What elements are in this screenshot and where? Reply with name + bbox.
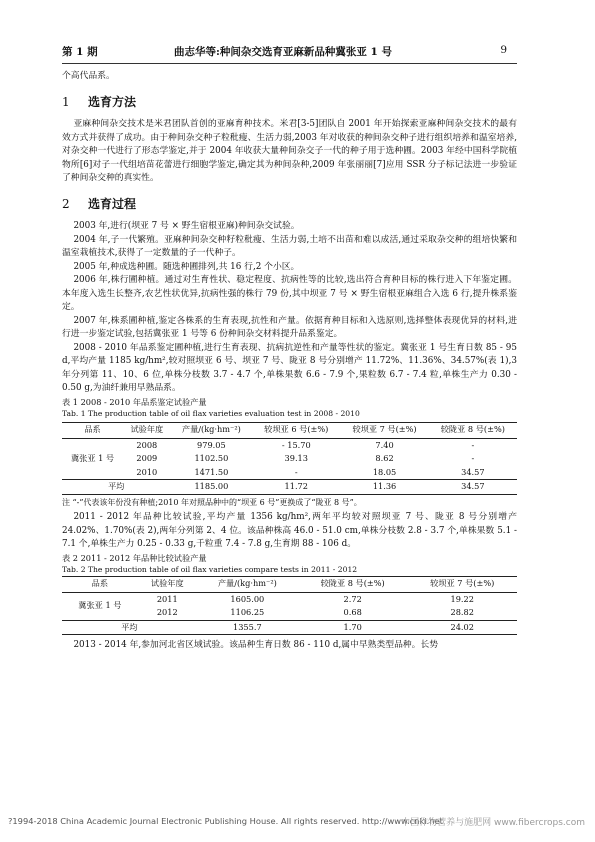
- main-text: [62, 70, 517, 653]
- table-header-cell: 试验年度: [123, 422, 171, 438]
- variety-cell: 冀张亚 1 号: [78, 600, 122, 611]
- table-header-cell: 较陇亚 8 号(±%): [429, 422, 517, 438]
- table-header-cell: 较陇亚 8 号(±%): [298, 576, 408, 592]
- table-row: [62, 438, 517, 452]
- section-2-heading: [62, 198, 517, 212]
- table-cell: 11.72: [252, 480, 340, 495]
- table-cell: 979.05: [197, 439, 226, 450]
- table-cell: 1102.50: [194, 453, 229, 463]
- table-1-caption-en: Tab. 1 The production table of oil flax varieties evaluation test in 2008 - 2010: [62, 408, 360, 418]
- table-cell: -: [471, 439, 475, 450]
- intro-tail: 个高代品系。: [62, 71, 115, 81]
- paragraph-2013-2014: 2013 - 2014 年,参加河北省区域试验。该品种生育日数 86 - 110 d,属中早熟类型品种。长势: [73, 640, 439, 650]
- page-number: 9: [500, 44, 507, 56]
- table-cell: 34.57: [429, 480, 517, 495]
- table-cell: 2008: [136, 439, 158, 450]
- copyright-footer: ?1994-2018 China Academic Journal Electronic Publishing House. All rights reserved. http://www.cnki.net: [8, 816, 443, 826]
- table-cell: 平均: [62, 620, 197, 635]
- table-cell: 2011: [156, 593, 178, 604]
- table-cell: 28.82: [450, 607, 474, 617]
- section-title: 选育过程: [88, 196, 137, 211]
- table-cell: 2010: [136, 466, 158, 477]
- variety-cell: 冀张亚 1 号: [70, 453, 115, 463]
- table-average-row: [62, 480, 517, 495]
- section-1-paragraph: 亚麻种间杂交技术是米君团队首创的亚麻育种技术。米君[3-5]团队自 2001 年开始探索亚麻种间杂交技术的最有效方式并获得了成功。由于种间杂交种子粒秕瘦、生活力弱,2003 年对收获的种间杂交种子进行组织培养和温室培养,对杂交种一代进行了形态学鉴定,并于 2004 年收获大量种间杂交子一代的种子用于选种圃。2003 年经中国科学院植物所[6]对子一代组培苗花蕾进行细胞学鉴定,确定其为种间杂种,2009 年张丽丽[7]应用 SSR 分子标记法进一步验证了种间杂交种的真实性。: [62, 119, 517, 183]
- table-cell: 7.40: [375, 439, 394, 450]
- table-header-cell: 品系: [62, 422, 123, 438]
- watermark: 中国作物营养与施肥网 www.fibercrops.com: [401, 818, 585, 828]
- paragraph-2003: 2003 年,进行(坝亚 7 号 × 野生宿根亚麻)种间杂交试验。: [73, 221, 300, 231]
- section-number: 1: [62, 94, 70, 109]
- table-header-cell: 产量/(kg·hm⁻²): [197, 576, 298, 592]
- section-1-heading: [62, 96, 517, 110]
- table-row: [62, 466, 517, 480]
- table-cell: 11.36: [340, 480, 428, 495]
- section-title: 选育方法: [88, 94, 137, 109]
- table-cell: 2009: [136, 453, 158, 463]
- paragraph-2008-2010: 2008 - 2010 年品系鉴定圃种植,进行生育表现、抗病抗逆性和产量等性状的鉴定。冀张亚 1 号生育日数 85 - 95 d,平均产量 1185 kg/hm²,较对照坝亚 6 号、坝亚 7 号、陇亚 8 号分别增产 11.72%、11.36%、34.57%(表 1),3 年分列第 11、10、6 位,单株分枝数 3.7 - 4.7 个,单株果数 6.6 - 7.9 个,果粒数 6.7 - 7.4 粒,单株生产力 0.30 - 0.50 g,为油纤兼用早熟品系。: [62, 342, 517, 393]
- table-cell: 平均: [62, 480, 171, 495]
- paragraph-2007: 2007 年,株系圃种植,鉴定各株系的生育表现,抗性和产量。依据育种目标和入选原则,选择整体表现优异的材料,进行进一步鉴定试验,包括冀张亚 1 号等 6 份种间杂交材料提升品系鉴定。: [62, 315, 517, 339]
- table-cell: 1185.00: [171, 480, 253, 495]
- table-average-row: [62, 620, 517, 635]
- table-cell: 1471.50: [194, 466, 229, 477]
- table-header-cell: 产量/(kg·hm⁻²): [171, 422, 253, 438]
- table-cell: 18.05: [372, 466, 397, 477]
- table-cell: - 15.70: [281, 439, 311, 450]
- table-header-cell: 品系: [62, 576, 138, 592]
- table-cell: 2012: [156, 607, 178, 617]
- table-header-cell: 较坝亚 7 号(±%): [407, 576, 517, 592]
- header-rule: [62, 63, 517, 64]
- table-cell: -: [471, 453, 475, 463]
- table-cell: 1355.7: [197, 620, 298, 635]
- table-2-caption-en: Tab. 2 The production table of oil flax varieties compare tests in 2011 - 2012: [62, 564, 358, 574]
- running-header: [62, 44, 507, 60]
- running-title: 曲志华等:种间杂交选育亚麻新品种冀张亚 1 号: [174, 46, 392, 58]
- paragraph-2005: 2005 年,种成选种圃。随选种圃排列,共 16 行,2 个小区。: [73, 261, 300, 272]
- table-cell: 34.57: [461, 466, 485, 477]
- table-cell: 8.62: [375, 453, 394, 463]
- table-cell: 0.68: [343, 607, 362, 617]
- table-cell: 39.13: [284, 453, 308, 463]
- paragraph-2006: 2006 年,株行圃种植。通过对生育性状、稳定程度、抗病性等的比较,选出符合育种目标的株行进入下年鉴定圃。本年度入选生长整齐,农艺性状优异,抗病性强的株行 79 份,其中坝亚 7 号 × 野生宿根亚麻组合入选 6 行,提升株系鉴定。: [62, 275, 517, 312]
- table-header-cell: 较坝亚 6 号(±%): [252, 422, 340, 438]
- table-row: [62, 452, 517, 466]
- issue-label: 第 1 期: [62, 46, 98, 58]
- table-1-caption-cn: 表 1 2008 - 2010 年品系鉴定试验产量: [62, 396, 207, 407]
- table-header-cell: 较坝亚 7 号(±%): [340, 422, 428, 438]
- table-cell: 19.22: [450, 593, 474, 604]
- section-number: 2: [62, 196, 70, 211]
- table-cell: 1.70: [298, 620, 408, 635]
- table-cell: 1605.00: [230, 593, 265, 604]
- table-cell: 1106.25: [230, 607, 265, 617]
- table-cell: 2.72: [343, 593, 362, 604]
- table-header-cell: 试验年度: [138, 576, 197, 592]
- table-1: [62, 422, 517, 495]
- table-1-note: 注 “-”代表该年份没有种植;2010 年对照品种中的“坝亚 6 号”更换成了“陇亚 8 号”。: [62, 497, 362, 507]
- paragraph-2004: 2004 年,子一代繁殖。亚麻种间杂交种籽粒秕瘦、生活力弱,土培不出苗和难以成活,通过采取杂交种的组培快繁和温室栽植技术,获得了一定数量的子一代种子。: [62, 234, 517, 258]
- table-row: [62, 592, 517, 606]
- table-cell: 24.02: [407, 620, 517, 635]
- paragraph-2011-2012: 2011 - 2012 年品种比较试验,平均产量 1356 kg/hm²,两年平均较对照坝亚 7 号、陇亚 8 号分别增产 24.02%、1.70%(表 2),两年分列第 2、4 位。该品种株高 46.0 - 51.0 cm,单株分枝数 2.8 - 3.7 个,单株果数 5.1 - 7.1 个,单株生产力 0.25 - 0.33 g,千粒重 7.4 - 7.8 g,生育期 88 - 106 d。: [62, 512, 517, 549]
- table-cell: -: [294, 466, 298, 477]
- table-2: [62, 576, 517, 636]
- table-2-caption-cn: 表 2 2011 - 2012 年品种比较试验产量: [62, 552, 207, 563]
